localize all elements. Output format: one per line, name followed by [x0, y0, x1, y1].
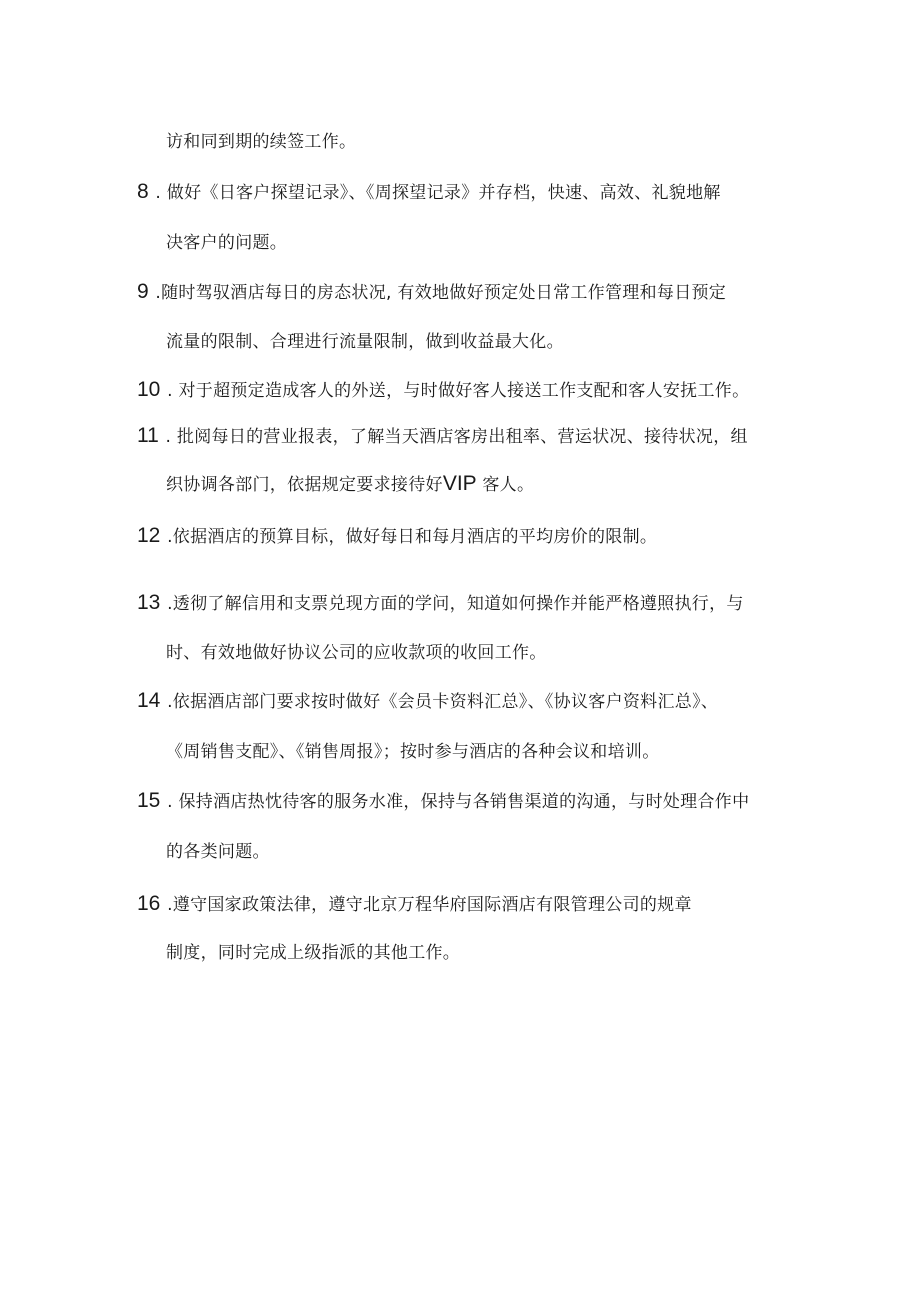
- list-item-8-continuation: [166, 232, 287, 254]
- item-text: 《周销售支配》、《销售周报》；按时参与酒店的各种会议和培训。: [166, 742, 660, 762]
- item-text: .依据酒店的预算目标，做好每日和每月酒店的平均房价的限制。: [161, 527, 658, 547]
- item-number: 11: [137, 424, 159, 447]
- item-number: 10: [137, 378, 161, 401]
- list-item-11-continuation: [166, 473, 534, 496]
- list-item-14: [137, 690, 718, 713]
- item-text: . 保持酒店热忱待客的服务水准，保持与各销售渠道的沟通，与时处理合作中: [161, 792, 750, 812]
- item-number: 13: [137, 591, 161, 614]
- item-number: 9: [137, 280, 149, 303]
- item-text: .随时驾驭酒店每日的房态状况, 有效地做好预定处日常工作管理和每日预定: [149, 283, 727, 303]
- item-text: 决客户的问题。: [166, 233, 288, 253]
- list-item-16-continuation: [166, 942, 460, 964]
- item-text: 的各类问题。: [166, 842, 270, 862]
- item-text: . 批阅每日的营业报表，了解当天酒店客房出租率、营运状况、接待状况，组: [159, 427, 748, 447]
- vip-label: VIP: [442, 472, 477, 495]
- list-item-12: [137, 525, 657, 548]
- item-number: 8: [137, 180, 149, 203]
- list-item-10: [137, 379, 749, 402]
- item-number: 16: [137, 892, 161, 915]
- list-item-13: [137, 592, 744, 615]
- list-item-16: [137, 893, 692, 916]
- item-number: 15: [137, 789, 161, 812]
- list-item-14-continuation: [166, 741, 660, 763]
- item-number: 12: [137, 524, 161, 547]
- list-item-9: [137, 281, 726, 304]
- item-text-end: 客人。: [476, 475, 535, 495]
- item-text: .依据酒店部门要求按时做好《会员卡资料汇总》、《协议客户资料汇总》、: [161, 692, 719, 712]
- item-text: . 做好《日客户探望记录》、《周探望记录》并存档，快速、高效、礼貌地解: [149, 183, 721, 203]
- item-text: 织协调各部门，依据规定要求接待好: [166, 475, 443, 495]
- item-text: 流量的限制、合理进行流量限制，做到收益最大化。: [166, 332, 564, 352]
- list-item-8: [137, 181, 721, 204]
- item-text: 制度，同时完成上级指派的其他工作。: [166, 943, 461, 963]
- list-item-7-continuation: [166, 131, 356, 153]
- item-text: .遵守国家政策法律，遵守北京万程华府国际酒店有限管理公司的规章: [161, 895, 692, 915]
- item-text: 访和同到期的续签工作。: [166, 132, 357, 152]
- list-item-15-continuation: [166, 841, 270, 863]
- list-item-11: [137, 425, 748, 448]
- item-text: 时、有效地做好协议公司的应收款项的收回工作。: [166, 643, 547, 663]
- item-text: . 对于超预定造成客人的外送，与时做好客人接送工作支配和客人安抚工作。: [161, 381, 750, 401]
- list-item-13-continuation: [166, 642, 547, 664]
- list-item-15: [137, 790, 749, 813]
- list-item-9-continuation: [166, 331, 564, 353]
- item-number: 14: [137, 689, 161, 712]
- item-text: .透彻了解信用和支票兑现方面的学问，知道如何操作并能严格遵照执行，与: [161, 594, 744, 614]
